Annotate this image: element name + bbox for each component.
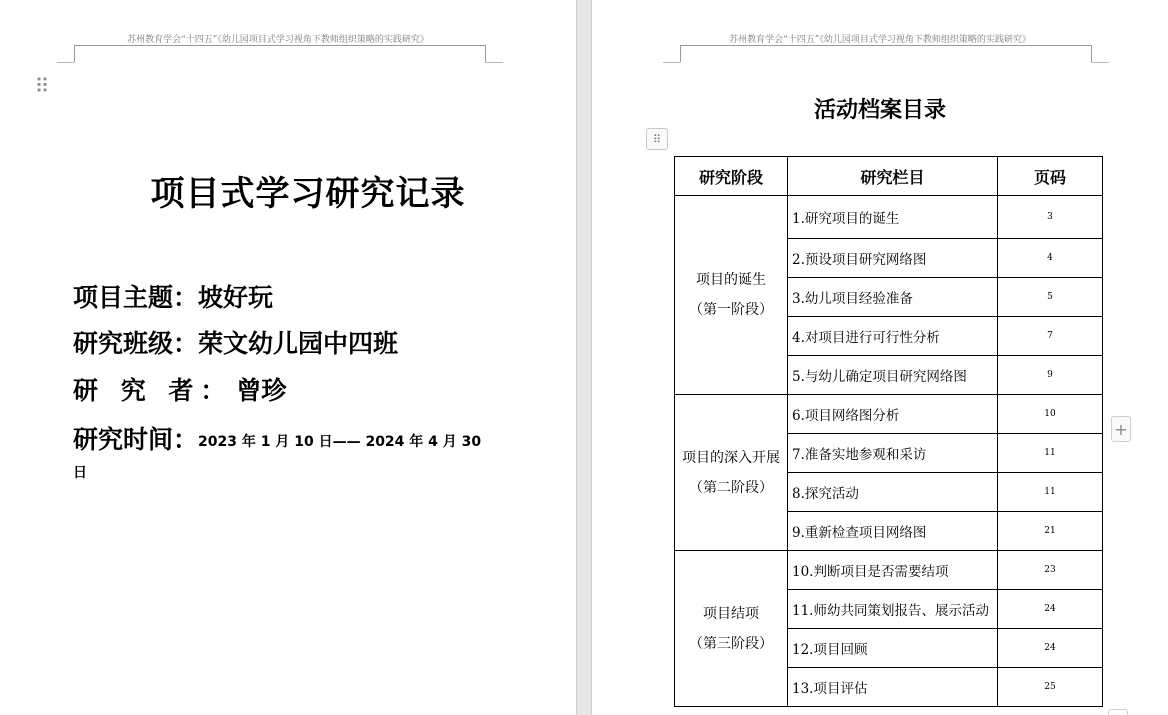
header-rule	[680, 45, 1092, 46]
header-rule-right-tick	[485, 45, 486, 62]
toc-item: 13.项目评估	[788, 668, 998, 707]
stage-cell	[675, 196, 788, 395]
header-rule-left-tick	[680, 45, 681, 62]
stage-phase: （第一阶段）	[689, 302, 773, 318]
stage-name: 项目的深入开展	[682, 449, 780, 466]
table-bottom-handle[interactable]	[1108, 709, 1128, 715]
table-drag-handle-icon[interactable]: ⠿	[646, 128, 668, 150]
toc-item: 3.幼儿项目经验准备	[788, 278, 998, 317]
info-time-label: 研究时间：	[73, 425, 199, 454]
toc-page-number: 24	[998, 629, 1103, 668]
toc-header-column: 研究栏目	[788, 157, 998, 196]
toc-item: 11.师幼共同策划报告、展示活动	[788, 590, 998, 629]
info-topic-value: 坡好玩	[198, 283, 274, 312]
toc-page-number: 3	[998, 196, 1103, 239]
stage-phase: （第三阶段）	[689, 635, 773, 652]
toc-page-number: 11	[998, 473, 1103, 512]
toc-item: 10.判断项目是否需要结项	[788, 551, 998, 590]
toc-item: 8.探究活动	[788, 473, 998, 512]
add-row-button[interactable]: +	[1111, 416, 1131, 442]
toc-page-number: 23	[998, 551, 1103, 590]
stage-name: 项目的诞生	[696, 272, 766, 288]
header-rule-right-tick	[1091, 45, 1092, 62]
table-row	[675, 551, 1103, 590]
header-rule-right-tail	[485, 62, 503, 63]
header-rule-left-tail	[57, 62, 74, 63]
toc-page-number: 11	[998, 434, 1103, 473]
toc-title: 活动档案目录	[813, 97, 946, 123]
info-time-value-wrap: 日	[73, 465, 87, 481]
stage-name: 项目结项	[703, 605, 759, 622]
toc-page-number: 10	[998, 395, 1103, 434]
info-class-label: 研究班级：	[73, 329, 199, 358]
header-rule-right-tail	[1091, 62, 1109, 63]
info-researcher-value: 曾珍	[236, 376, 287, 405]
toc-page-number: 24	[998, 590, 1103, 629]
toc-page-number: 21	[998, 512, 1103, 551]
page-header-text: 苏州教育学会“十四五”《幼儿园项目式学习视角下教师组织策略的实践研究》	[729, 35, 1031, 45]
table-row	[675, 395, 1103, 434]
toc-item: 2.预设项目研究网络图	[788, 239, 998, 278]
block-drag-handle-icon[interactable]: ⠿	[34, 74, 44, 98]
info-researcher-label: 研 究 者：	[73, 376, 233, 405]
toc-item: 1.研究项目的诞生	[788, 196, 998, 239]
table-row	[675, 196, 1103, 239]
stage-phase: （第二阶段）	[689, 479, 773, 496]
info-researcher	[73, 371, 286, 407]
stage-cell	[675, 551, 788, 707]
toc-item: 7.准备实地参观和采访	[788, 434, 998, 473]
toc-header-row	[675, 157, 1103, 196]
toc-page-number: 5	[998, 278, 1103, 317]
info-class-value: 荣文幼儿园中四班	[198, 329, 399, 358]
header-rule-left-tick	[74, 45, 75, 62]
info-topic-label: 项目主题：	[73, 283, 199, 312]
toc-item: 5.与幼儿确定项目研究网络图	[788, 356, 998, 395]
page-gutter	[576, 0, 592, 715]
toc-page-number: 9	[998, 356, 1103, 395]
toc-header-page: 页码	[998, 157, 1103, 196]
info-topic	[73, 278, 273, 314]
toc-item: 12.项目回顾	[788, 629, 998, 668]
toc-item: 6.项目网络图分析	[788, 395, 998, 434]
stage-cell	[675, 395, 788, 551]
page-header-text: 苏州教育学会“十四五”《幼儿园项目式学习视角下教师组织策略的实践研究》	[127, 35, 429, 45]
info-time	[73, 420, 481, 456]
toc-page-number: 4	[998, 239, 1103, 278]
toc-item: 9.重新检查项目网络图	[788, 512, 998, 551]
toc-page-number: 7	[998, 317, 1103, 356]
info-class	[73, 324, 398, 360]
header-rule	[74, 45, 486, 46]
toc-table	[674, 156, 1103, 707]
info-time-value: 2023 年 1 月 10 日—— 2024 年 4 月 30	[198, 434, 482, 450]
toc-page-number: 25	[998, 668, 1103, 707]
header-rule-left-tail	[663, 62, 680, 63]
document-title: 项目式学习研究记录	[150, 174, 466, 214]
toc-item: 4.对项目进行可行性分析	[788, 317, 998, 356]
toc-header-stage: 研究阶段	[675, 157, 788, 196]
